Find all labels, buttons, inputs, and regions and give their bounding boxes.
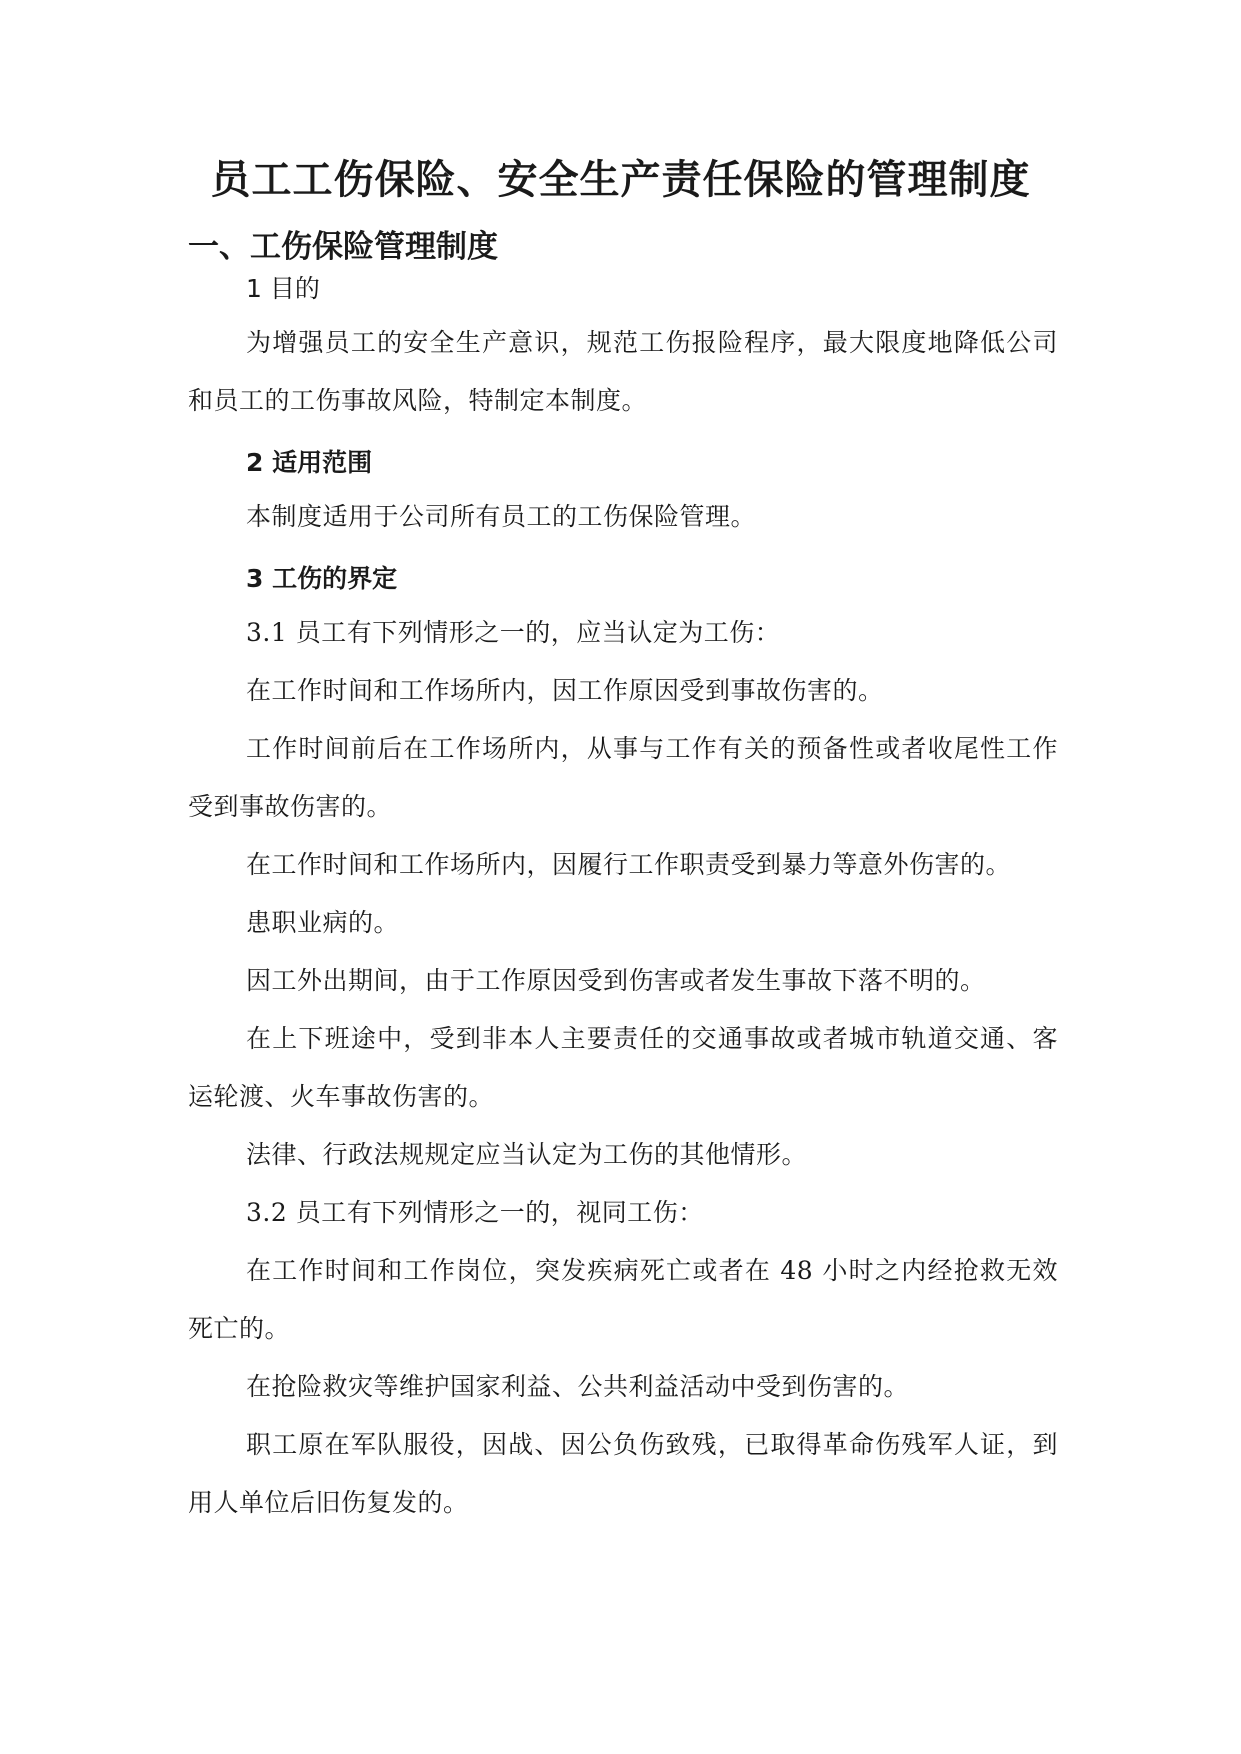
document-title: 员工工伤保险、安全生产责任保险的管理制度 [210,157,1031,203]
paragraph-3-2-c: 职工原在军队服役，因战、因公负伤致残，已取得革命伤残军人证，到用人单位后旧伤复发的。 [188,1430,1058,1517]
paragraph-3-1-f: 在上下班途中，受到非本人主要责任的交通事故或者城市轨道交通、客运轮渡、火车事故伤害的。 [188,1024,1058,1111]
section-body [188,270,1058,1532]
paragraph-3-1-d: 患职业病的。 [246,908,400,937]
paragraph-scope: 本制度适用于公司所有员工的工伤保险管理。 [246,502,757,531]
paragraph-3-2-b: 在抢险救灾等维护国家利益、公共利益活动中受到伤害的。 [246,1372,910,1401]
subheading-purpose: 1 目的 [246,274,320,303]
paragraph-purpose: 为增强员工的安全生产意识，规范工伤报险程序，最大限度地降低公司和员工的工伤事故风险，特制定本制度。 [188,328,1058,415]
paragraph-3-2-intro: 3.2 员工有下列情形之一的，视同工伤： [246,1198,704,1227]
paragraph-3-1-intro: 3.1 员工有下列情形之一的，应当认定为工伤： [246,618,781,647]
paragraph-3-1-e: 因工外出期间，由于工作原因受到伤害或者发生事故下落不明的。 [246,966,986,995]
paragraph-3-1-g: 法律、行政法规规定应当认定为工伤的其他情形。 [246,1140,808,1169]
paragraph-3-1-a: 在工作时间和工作场所内，因工作原因受到事故伤害的。 [246,676,884,705]
section-heading-work-injury: 一、工伤保险管理制度 [188,229,498,265]
paragraph-3-2-a: 在工作时间和工作岗位，突发疾病死亡或者在 48 小时之内经抢救无效死亡的。 [188,1256,1058,1343]
paragraph-3-1-b: 工作时间前后在工作场所内，从事与工作有关的预备性或者收尾性工作受到事故伤害的。 [188,734,1058,821]
subheading-injury-definition: 3 工伤的界定 [246,564,398,593]
subheading-scope: 2 适用范围 [246,448,373,477]
paragraph-3-1-c: 在工作时间和工作场所内，因履行工作职责受到暴力等意外伤害的。 [246,850,1012,879]
